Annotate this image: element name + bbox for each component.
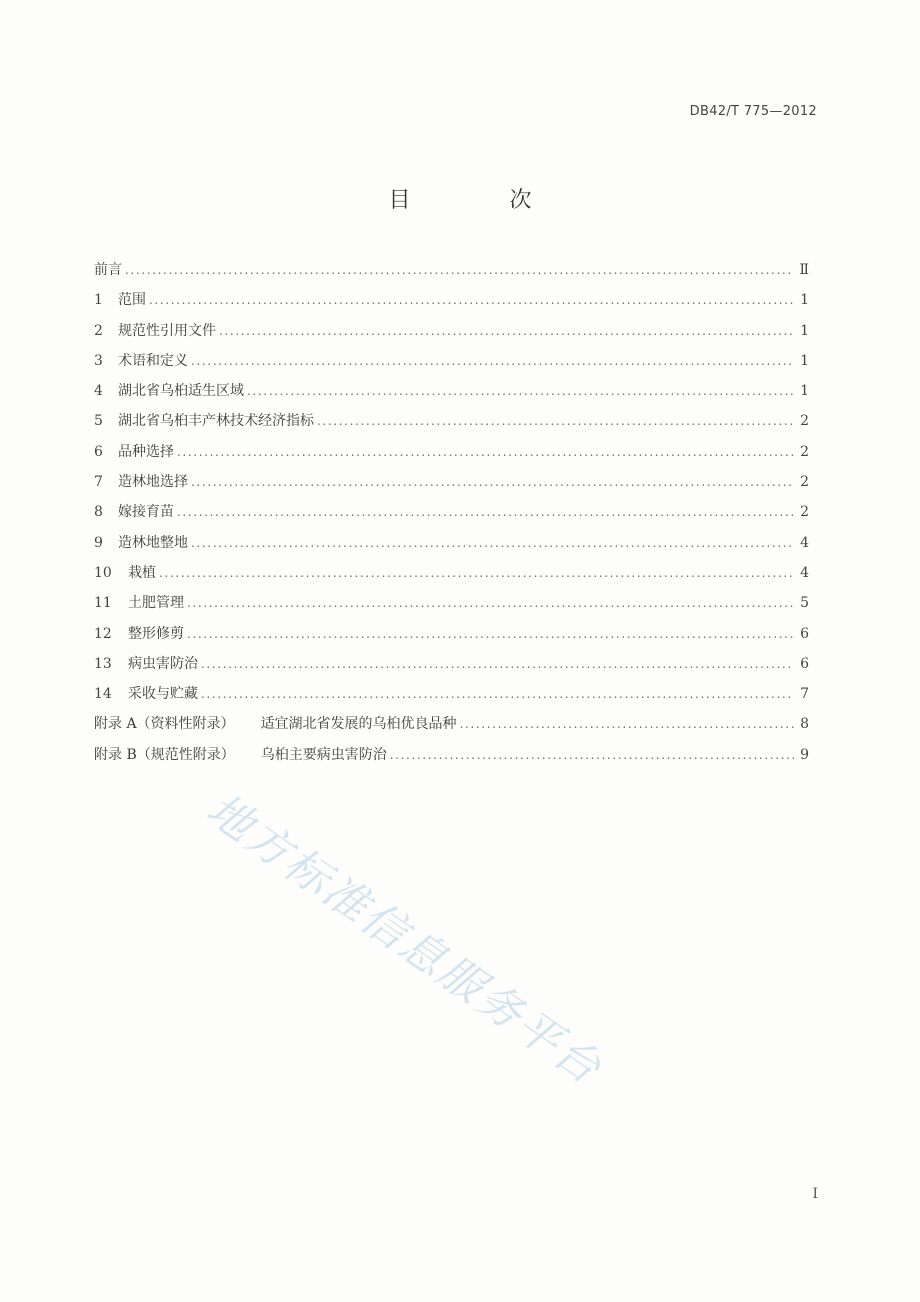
toc-entry-number: 2 <box>94 322 103 339</box>
toc-entry-8[interactable] <box>94 500 809 530</box>
toc-entry-label: 范围 <box>118 292 146 309</box>
toc-entry-14[interactable] <box>94 682 809 712</box>
page-number: I <box>812 1186 818 1202</box>
toc-entry-page: 7 <box>800 686 809 703</box>
dot-leader <box>460 712 795 736</box>
dot-leader <box>201 652 794 676</box>
toc-entry-9[interactable] <box>94 531 809 561</box>
dot-leader <box>125 258 793 282</box>
dot-leader <box>390 743 794 767</box>
toc-entry-13[interactable] <box>94 652 809 682</box>
dot-leader <box>247 379 794 403</box>
watermark-text: 地方标准信息服务平台 <box>197 784 612 1096</box>
toc-entry-number: 13 <box>94 655 112 672</box>
dot-leader <box>177 500 794 524</box>
toc-entry-label: 术语和定义 <box>118 352 188 369</box>
toc-entry-11[interactable] <box>94 591 809 621</box>
toc-entry-label: 整形修剪 <box>128 625 184 642</box>
toc-entry-number: 11 <box>94 595 112 612</box>
toc-entry-label: 乌桕主要病虫害防治 <box>260 746 387 763</box>
toc-entry-page: 1 <box>800 383 809 400</box>
toc-entry-1[interactable] <box>94 288 809 318</box>
toc-entry-number: 3 <box>94 352 103 369</box>
toc-entry-page: 8 <box>800 716 809 733</box>
toc-entry-page: 2 <box>800 443 809 460</box>
toc-entry-label: 造林地整地 <box>118 534 188 551</box>
toc-entry-2[interactable] <box>94 319 809 349</box>
dot-leader <box>317 409 794 433</box>
toc-entry-label: 适宜湖北省发展的乌桕优良品种 <box>260 716 457 733</box>
standard-code: DB42/T 775—2012 <box>689 104 817 119</box>
dot-leader <box>191 349 794 373</box>
toc-entry-page: 5 <box>800 595 809 612</box>
toc-entry-page: 1 <box>800 322 809 339</box>
dot-leader <box>201 682 794 706</box>
toc-entry-page: Ⅱ <box>799 262 809 278</box>
toc-entry-page: 2 <box>800 474 809 491</box>
toc-entry-label: 栽植 <box>128 564 156 581</box>
toc-entry-page: 2 <box>800 413 809 430</box>
toc-entry-number: 8 <box>94 504 103 521</box>
toc-entry-page: 2 <box>800 504 809 521</box>
toc-entry-label: 采收与贮藏 <box>128 686 198 703</box>
toc-entry-number: 14 <box>94 686 112 703</box>
toc-entry-label: 湖北省乌桕丰产林技术经济指标 <box>118 413 314 430</box>
toc-entry-7[interactable] <box>94 470 809 500</box>
toc-entry-label: 品种选择 <box>118 443 174 460</box>
dot-leader <box>187 591 794 615</box>
toc-entry-label: 造林地选择 <box>118 474 188 491</box>
toc-entry-page: 1 <box>800 292 809 309</box>
toc-entry-5[interactable] <box>94 409 809 439</box>
toc-entry-page: 6 <box>800 655 809 672</box>
table-of-contents <box>94 258 809 773</box>
dot-leader <box>159 561 794 585</box>
toc-entry-number: 10 <box>94 564 112 581</box>
toc-entry-number: 4 <box>94 383 103 400</box>
toc-entry-label: 嫁接育苗 <box>118 504 174 521</box>
toc-entry-6[interactable] <box>94 440 809 470</box>
toc-entry-label: 土肥管理 <box>128 595 184 612</box>
dot-leader <box>149 288 794 312</box>
toc-entry-page: 1 <box>800 352 809 369</box>
page-title: 目 次 <box>388 188 578 213</box>
toc-entry-number: 9 <box>94 534 103 551</box>
toc-entry-label: 湖北省乌桕适生区域 <box>118 383 244 400</box>
toc-entry-page: 9 <box>800 746 809 763</box>
toc-entry-label: 病虫害防治 <box>128 655 198 672</box>
dot-leader <box>191 531 794 555</box>
toc-entry-label: 前言 <box>94 262 122 278</box>
toc-entry-number: 1 <box>94 292 103 309</box>
dot-leader <box>187 622 794 646</box>
toc-entry-page: 6 <box>800 625 809 642</box>
toc-entry-label: 规范性引用文件 <box>118 322 216 339</box>
toc-entry-page: 4 <box>800 534 809 551</box>
dot-leader <box>177 440 794 464</box>
dot-leader <box>191 470 794 494</box>
toc-entry-number: 5 <box>94 413 103 430</box>
toc-entry-number: 7 <box>94 474 103 491</box>
toc-entry-appendix-a[interactable] <box>94 712 809 742</box>
toc-entry-number: 12 <box>94 625 112 642</box>
toc-entry-10[interactable] <box>94 561 809 591</box>
toc-entry-appendix-b[interactable] <box>94 743 809 773</box>
toc-entry-3[interactable] <box>94 349 809 379</box>
toc-entry-12[interactable] <box>94 622 809 652</box>
dot-leader <box>219 319 794 343</box>
toc-entry-4[interactable] <box>94 379 809 409</box>
toc-appendix-prefix: 附录 A（资料性附录） <box>94 716 235 733</box>
toc-entry-foreword[interactable] <box>94 258 809 288</box>
toc-entry-page: 4 <box>800 564 809 581</box>
toc-appendix-prefix: 附录 B（规范性附录） <box>94 746 235 763</box>
toc-entry-number: 6 <box>94 443 103 460</box>
